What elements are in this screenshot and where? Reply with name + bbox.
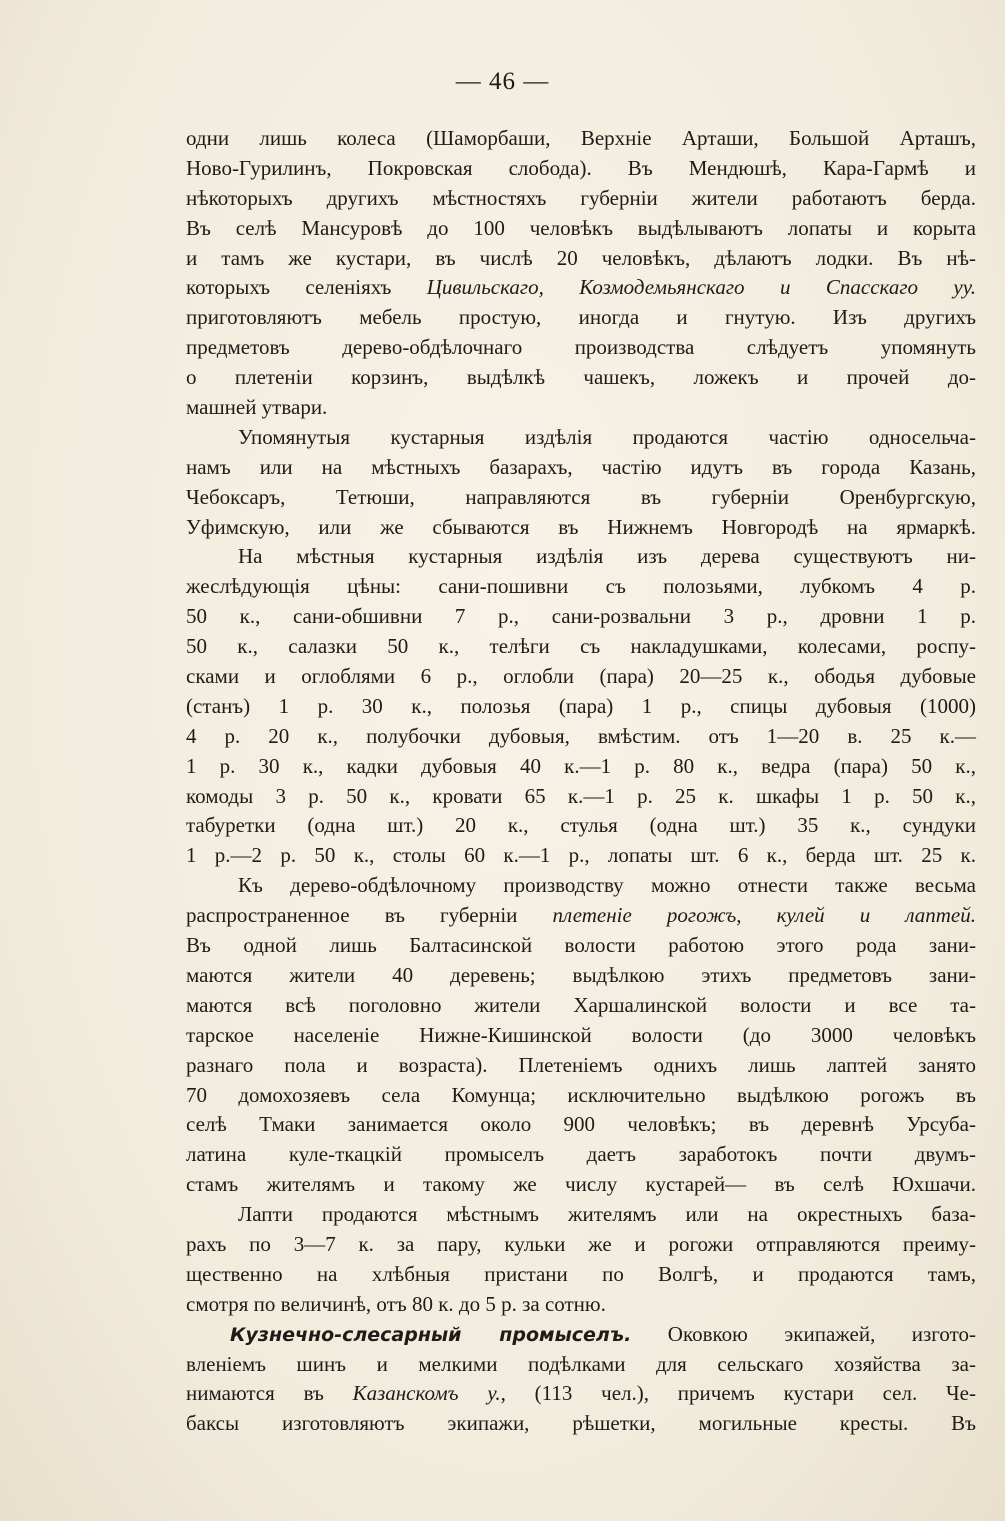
text-line xyxy=(186,124,976,154)
text-line xyxy=(186,632,976,662)
text-span: маются жители 40 деревень; выдѣлкою этихъ предметовъ зани- xyxy=(186,962,976,987)
text-span: щественно на хлѣбныя пристани по Волгѣ, и продаются тамъ, xyxy=(186,1261,976,1286)
text-line xyxy=(186,1320,976,1350)
text-span: табуретки (одна шт.) 20 к., стулья (одна шт.) 35 к., сундуки xyxy=(186,813,976,838)
text-line xyxy=(186,1350,976,1380)
text-span: Въ одной лишь Балтасинской волости работою этого рода зани- xyxy=(186,933,976,958)
text-line xyxy=(186,722,976,752)
text-span: баксы изготовляютъ экипажи, рѣшетки, могильные кресты. Въ xyxy=(186,1411,976,1436)
text-span: о плетеніи корзинъ, выдѣлкѣ чашекъ, ложекъ и прочей до- xyxy=(186,365,976,390)
text-span: которыхъ селеніяхъ xyxy=(186,275,427,300)
text-line xyxy=(186,1230,976,1260)
text-line xyxy=(186,1200,976,1230)
text-line xyxy=(186,423,976,453)
italic-text: Цивильскаго, Козмодемьянскаго и Спасскаго уу. xyxy=(426,275,977,300)
text-line xyxy=(186,782,976,812)
text-line xyxy=(186,961,976,991)
text-span: Оковкою экипажей, изгото- xyxy=(631,1321,977,1346)
text-line xyxy=(186,1081,976,1111)
text-line xyxy=(186,363,976,393)
text-line xyxy=(186,244,976,274)
text-span: вленіемъ шинъ и мелкими подѣлками для сельскаго хозяйства за- xyxy=(186,1351,976,1376)
text-span: На мѣстныя кустарныя издѣлія изъ дерева существуютъ ни- xyxy=(238,544,976,569)
text-span: Ново-Гурилинъ, Покровская слобода). Въ Мендюшѣ, Кара-Гармѣ и xyxy=(186,155,976,180)
text-span: намъ или на мѣстныхъ базарахъ, частію идутъ въ города Казань, xyxy=(186,454,976,479)
text-span: предметовъ дерево-обдѣлочнаго производства слѣдуетъ упомянуть xyxy=(186,335,976,360)
text-span: (станъ) 1 р. 30 к., полозья (пара) 1 р., спицы дубовыя (1000) xyxy=(186,693,976,718)
text-line xyxy=(186,1409,976,1439)
text-line xyxy=(186,572,976,602)
text-span: одни лишь колеса (Шаморбаши, Верхніе Арташи, Большой Арташъ, xyxy=(186,126,976,150)
text-line xyxy=(186,1260,976,1290)
text-span: нѣкоторыхъ другихъ мѣстностяхъ губерніи жители работаютъ берда. xyxy=(186,185,976,210)
text-line xyxy=(186,901,976,931)
text-line xyxy=(186,1051,976,1081)
text-line xyxy=(186,333,976,363)
text-line xyxy=(186,1170,976,1200)
text-span: 1 р. 30 к., кадки дубовыя 40 к.—1 р. 80 к., ведра (пара) 50 к., xyxy=(186,753,976,778)
text-line xyxy=(186,542,976,572)
text-line xyxy=(186,393,976,423)
text-line xyxy=(186,841,976,871)
text-line xyxy=(186,871,976,901)
italic-text: плетеніе рогожъ, кулей и лаптей. xyxy=(552,903,976,928)
text-line xyxy=(186,184,976,214)
text-span: 50 к., сани-обшивни 7 р., сани-розвальни 3 р., дровни 1 р. xyxy=(186,604,976,629)
text-span: рахъ по 3—7 к. за пару, кульки же и рогожи отправляются преиму- xyxy=(186,1231,976,1256)
text-line xyxy=(186,453,976,483)
text-span: сками и оглоблями 6 р., оглобли (пара) 20—25 к., ободья дубовые xyxy=(186,664,976,689)
body-text xyxy=(186,124,976,1439)
text-line xyxy=(186,931,976,961)
text-line xyxy=(186,752,976,782)
text-line xyxy=(186,991,976,1021)
italic-text: Казанскомъ у. xyxy=(352,1381,501,1406)
text-line xyxy=(186,303,976,333)
text-span: 4 р. 20 к., полубочки дубовыя, вмѣстим. отъ 1—20 в. 25 к.— xyxy=(186,723,976,748)
text-span: комоды 3 р. 50 к., кровати 65 к.—1 р. 25 к. шкафы 1 р. 50 к., xyxy=(186,783,976,808)
text-span: 70 домохозяевъ села Комунца; исключительно выдѣлкою рогожъ въ xyxy=(186,1082,976,1107)
text-span: латина куле-ткацкій промыселъ даетъ заработокъ почти двумъ- xyxy=(186,1142,976,1167)
text-line xyxy=(186,513,976,543)
text-span: маются всѣ поголовно жители Харшалинской волости и все та- xyxy=(186,992,976,1017)
text-span: смотря по величинѣ, отъ 80 к. до 5 р. за сотню. xyxy=(186,1291,606,1316)
text-line xyxy=(186,692,976,722)
text-line xyxy=(186,1290,976,1320)
text-line xyxy=(186,1140,976,1170)
text-line xyxy=(186,1021,976,1051)
text-span: стамъ жителямъ и такому же числу кустарей— въ селѣ Юхшачи. xyxy=(186,1172,976,1197)
text-line xyxy=(186,811,976,841)
text-span: нимаются въ xyxy=(186,1381,353,1406)
text-span: Къ дерево-обдѣлочному производству можно отнести также весьма xyxy=(238,873,976,898)
section-heading: Кузнечно-слесарный промыселъ. xyxy=(230,1323,632,1346)
text-span: Уфимскую, или же сбываются въ Нижнемъ Новгородѣ на ярмаркѣ. xyxy=(186,514,976,539)
text-span: 1 р.—2 р. 50 к., столы 60 к.—1 р., лопаты шт. 6 к., берда шт. 25 к. xyxy=(186,843,976,868)
text-line xyxy=(186,602,976,632)
text-span: селѣ Тмаки занимается около 900 человѣкъ; въ деревнѣ Урсуба- xyxy=(186,1112,976,1137)
text-span: разнаго пола и возраста). Плетеніемъ однихъ лишь лаптей занято xyxy=(186,1052,976,1077)
text-span: 50 к., салазки 50 к., телѣги съ накладушками, колесами, роспу- xyxy=(186,634,976,659)
text-span: жеслѣдующія цѣны: сани-пошивни съ полозьями, лубкомъ 4 р. xyxy=(186,574,976,599)
text-span: Чебоксаръ, Тетюши, направляются въ губерніи Оренбургскую, xyxy=(186,484,976,509)
text-span: Упомянутыя кустарныя издѣлія продаются частію односельча- xyxy=(238,424,976,449)
text-span: Въ селѣ Мансуровѣ до 100 человѣкъ выдѣлываютъ лопаты и корыта xyxy=(186,215,976,240)
text-span: , (113 чел.), причемъ кустари сел. Че- xyxy=(500,1381,976,1406)
text-span: и тамъ же кустари, въ числѣ 20 человѣкъ, дѣлаютъ лодки. Въ нѣ- xyxy=(186,245,976,270)
text-line xyxy=(186,273,976,303)
text-line xyxy=(186,483,976,513)
text-line xyxy=(186,214,976,244)
text-line xyxy=(186,662,976,692)
page-number: — 46 — xyxy=(455,68,550,95)
text-span: приготовляютъ мебель простую, иногда и гнутую. Изъ другихъ xyxy=(186,305,976,330)
text-span: распространенное въ губерніи xyxy=(186,903,553,928)
text-span: Лапти продаются мѣстнымъ жителямъ или на окрестныхъ база- xyxy=(238,1202,976,1227)
text-line xyxy=(186,154,976,184)
text-span: тарское населеніе Нижне-Кишинской волости (до 3000 человѣкъ xyxy=(186,1022,976,1047)
text-line xyxy=(186,1110,976,1140)
text-span: машней утвари. xyxy=(186,395,328,420)
text-line xyxy=(186,1379,976,1409)
